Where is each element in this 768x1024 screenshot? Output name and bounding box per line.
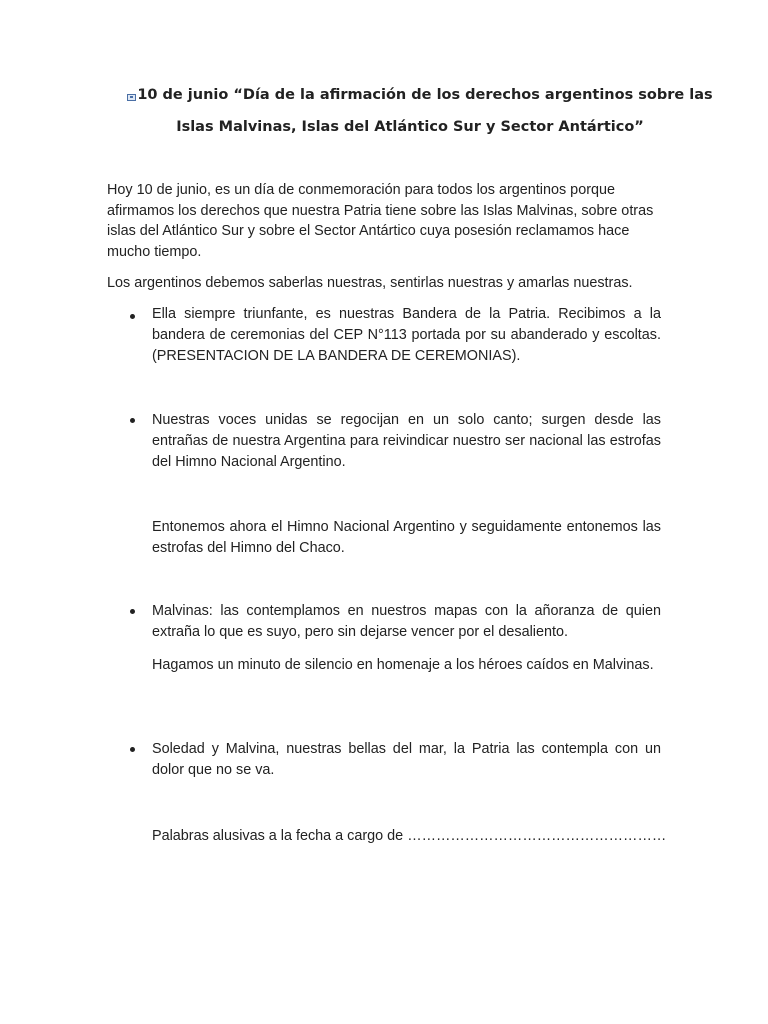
bullet-dot [130, 609, 135, 614]
intro-paragraph: Hoy 10 de junio, es un día de conmemoración para todos los argentinos porque afirmamos los derechos que nuestra Patria tiene sobre las Islas Malvinas, sobre otras islas del Atlántico Sur y sobre el Sector Antártico cuya posesión reclamamos hace mucho tiempo. [107, 182, 654, 260]
document-title-line-1 [110, 87, 730, 103]
bullet-dot [130, 418, 135, 423]
bullet-dot [130, 747, 135, 752]
bullet-item-2: Nuestras voces unidas se regocijan en un solo canto; surgen desde las entrañas de nuestra Argentina para reivindicar nuestro ser nacional las estrofas del Himno Nacional Argentino. [152, 412, 661, 470]
bullet-dot [130, 314, 135, 319]
bullet-3-followup: Hagamos un minuto de silencio en homenaje a los héroes caídos en Malvinas. [152, 657, 654, 673]
document-title-line-2: Islas Malvinas, Islas del Atlántico Sur y Sector Antártico” [176, 119, 644, 135]
title-line-1-text: 10 de junio “Día de la afirmación de los derechos argentinos sobre las [137, 87, 713, 103]
bookmark-anchor-icon [127, 94, 136, 101]
statement-paragraph: Los argentinos debemos saberlas nuestras, sentirlas nuestras y amarlas nuestras. [107, 275, 633, 291]
bullet-4-followup: Palabras alusivas a la fecha a cargo de ……………………………………………… [152, 828, 667, 844]
bullet-item-4: Soledad y Malvina, nuestras bellas del mar, la Patria las contempla con un dolor que no se va. [152, 741, 661, 778]
bullet-2-followup: Entonemos ahora el Himno Nacional Argentino y seguidamente entonemos las estrofas del Himno del Chaco. [152, 519, 661, 556]
bullet-item-1: Ella siempre triunfante, es nuestras Bandera de la Patria. Recibimos a la bandera de ceremonias del CEP N°113 portada por su abanderado y escoltas. (PRESENTACION DE LA BANDERA DE CEREMONIAS). [152, 306, 661, 364]
bullet-item-3: Malvinas: las contemplamos en nuestros mapas con la añoranza de quien extraña lo que es suyo, pero sin dejarse vencer por el desaliento. [152, 603, 661, 640]
